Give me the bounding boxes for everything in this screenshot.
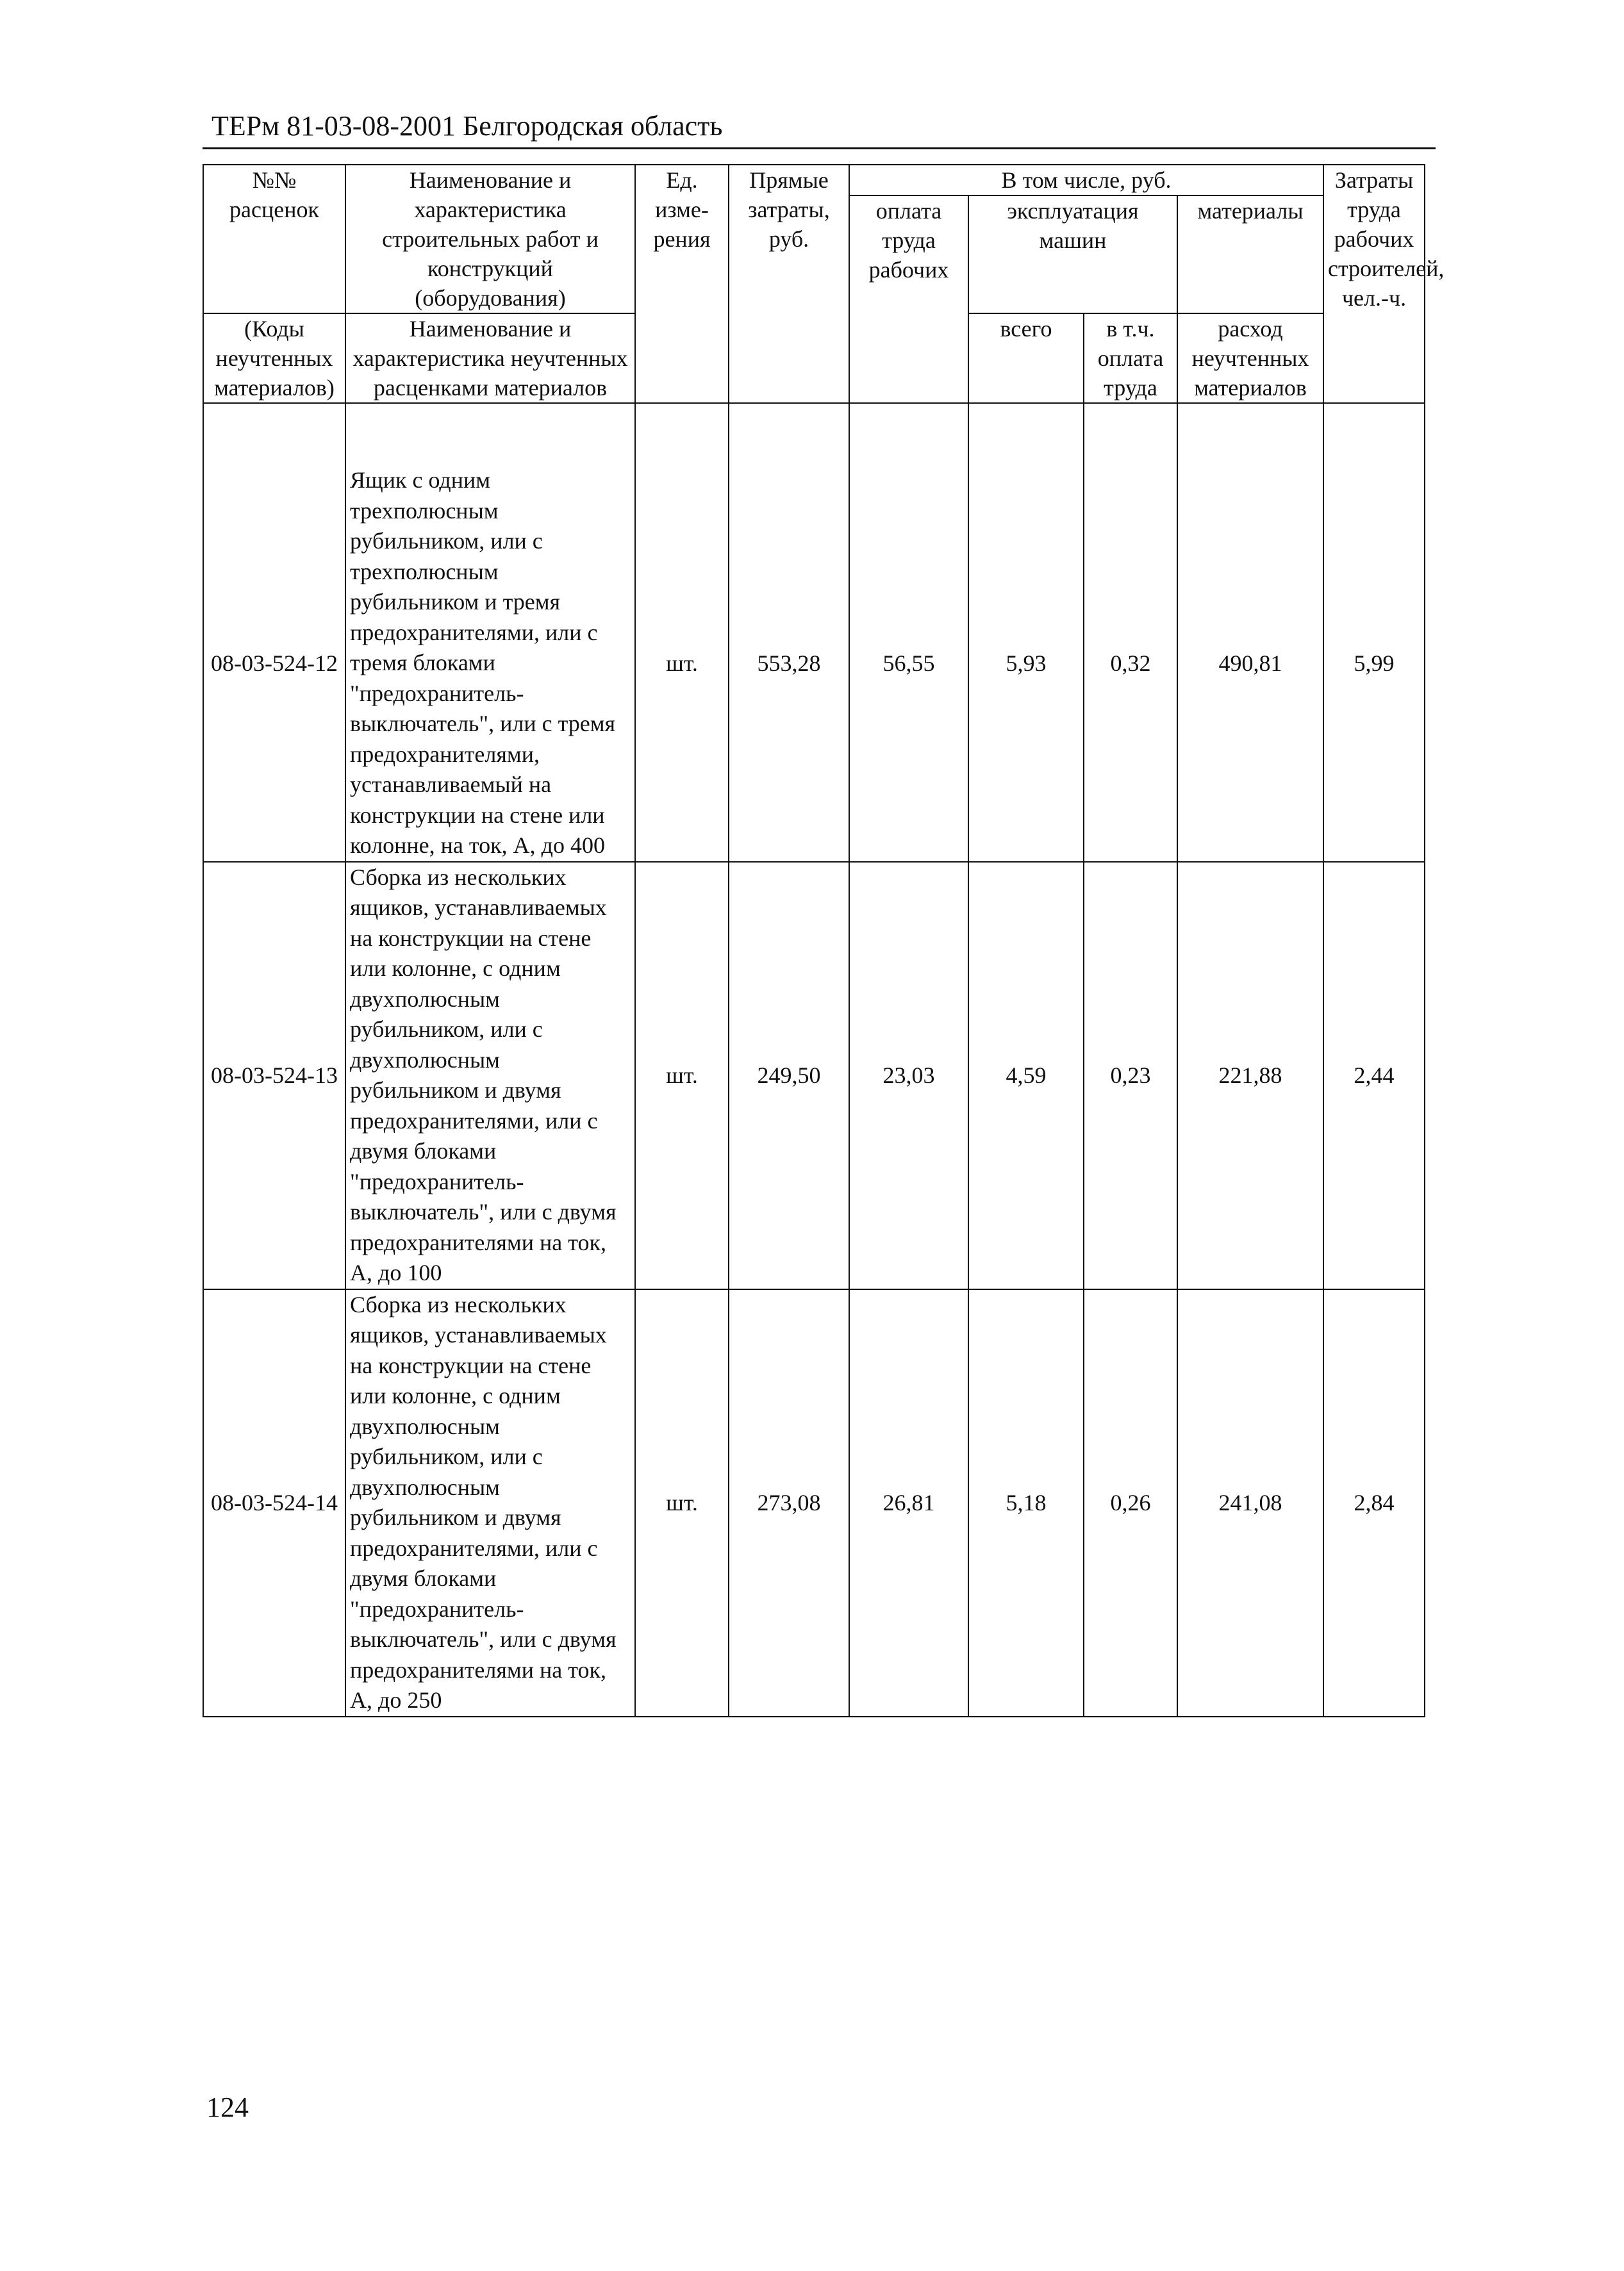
row-name: Сборка из нескольких ящиков, устанавливаемых на конструкции на стене или колонне, с одним двухполюсным рубильником, или с двухполюсным рубильником и двумя предохранителями, или с двумя блоками "предохранитель-выключатель", или с двумя предохранителями на ток, А, до 250 [345, 1289, 635, 1717]
col-machines-header: эксплуатация машин [968, 195, 1177, 313]
col-unit-header: Ед. изме-рения [635, 165, 729, 403]
header-row-1 [203, 165, 1425, 195]
row-machines-wage: 0,23 [1084, 862, 1177, 1289]
row-labor: 2,44 [1323, 862, 1425, 1289]
row-labor: 2,84 [1323, 1289, 1425, 1717]
row-direct: 553,28 [729, 465, 849, 862]
table-row [203, 465, 1425, 862]
row-name: Сборка из нескольких ящиков, устанавливаемых на конструкции на стене или колонне, с одним двухполюсным рубильником, или с двухполюсным рубильником и двумя предохранителями, или с двумя блоками "предохранитель-выключатель", или с двумя предохранителями на ток, А, до 100 [345, 862, 635, 1289]
row-machines-total: 4,59 [968, 862, 1084, 1289]
header-rule [203, 147, 1436, 149]
row-wage: 56,55 [849, 465, 968, 862]
col-machines-total-header: всего [968, 313, 1084, 403]
row-machines-total: 5,18 [968, 1289, 1084, 1717]
row-materials: 221,88 [1177, 862, 1323, 1289]
col-incl-header: В том числе, руб. [849, 165, 1323, 195]
rates-table [203, 164, 1445, 1717]
row-name: Ящик с одним трехполюсным рубильником, или с трехполюсным рубильником и тремя предохранителями, или с тремя блоками "предохранитель-выключатель", или с тремя предохранителями, устанавливаемый на конструкции на стене или колонне, на ток, А, до 400 [345, 465, 635, 862]
col-materials-header: материалы [1177, 195, 1323, 313]
row-direct: 273,08 [729, 1289, 849, 1717]
row-machines-wage: 0,32 [1084, 465, 1177, 862]
row-labor: 5,99 [1323, 465, 1425, 862]
col-name-subheader: Наименование и характеристика неучтенных расценками материалов [345, 313, 635, 403]
row-machines-total: 5,93 [968, 465, 1084, 862]
page-header-title: ТЕРм 81-03-08-2001 Белгородская область [211, 110, 723, 142]
row-code: 08-03-524-14 [203, 1289, 345, 1717]
col-labor-header: Затраты труда рабочих строителей, чел.-ч. [1323, 165, 1425, 403]
row-unit: шт. [635, 862, 729, 1289]
col-code-header: №№ расценок [203, 165, 345, 313]
spacer-row [203, 403, 1425, 465]
col-machines-wage-header: в т.ч. оплата труда [1084, 313, 1177, 403]
row-materials: 490,81 [1177, 465, 1323, 862]
row-direct: 249,50 [729, 862, 849, 1289]
table-row [203, 862, 1425, 1289]
row-unit: шт. [635, 1289, 729, 1717]
col-direct-header: Прямые затраты, руб. [729, 165, 849, 403]
row-materials: 241,08 [1177, 1289, 1323, 1717]
row-machines-wage: 0,26 [1084, 1289, 1177, 1717]
row-wage: 23,03 [849, 862, 968, 1289]
page-number: 124 [206, 2092, 249, 2123]
row-unit: шт. [635, 465, 729, 862]
col-name-header: Наименование и характеристика строительных работ и конструкций (оборудования) [345, 165, 635, 313]
col-code-subheader: (Коды неучтенных материалов) [203, 313, 345, 403]
row-code: 08-03-524-12 [203, 465, 345, 862]
col-materials-sub-header: расход неучтенных материалов [1177, 313, 1323, 403]
row-code: 08-03-524-13 [203, 862, 345, 1289]
row-wage: 26,81 [849, 1289, 968, 1717]
col-wage-header: оплата труда рабочих [849, 195, 968, 403]
table-row [203, 1289, 1425, 1717]
